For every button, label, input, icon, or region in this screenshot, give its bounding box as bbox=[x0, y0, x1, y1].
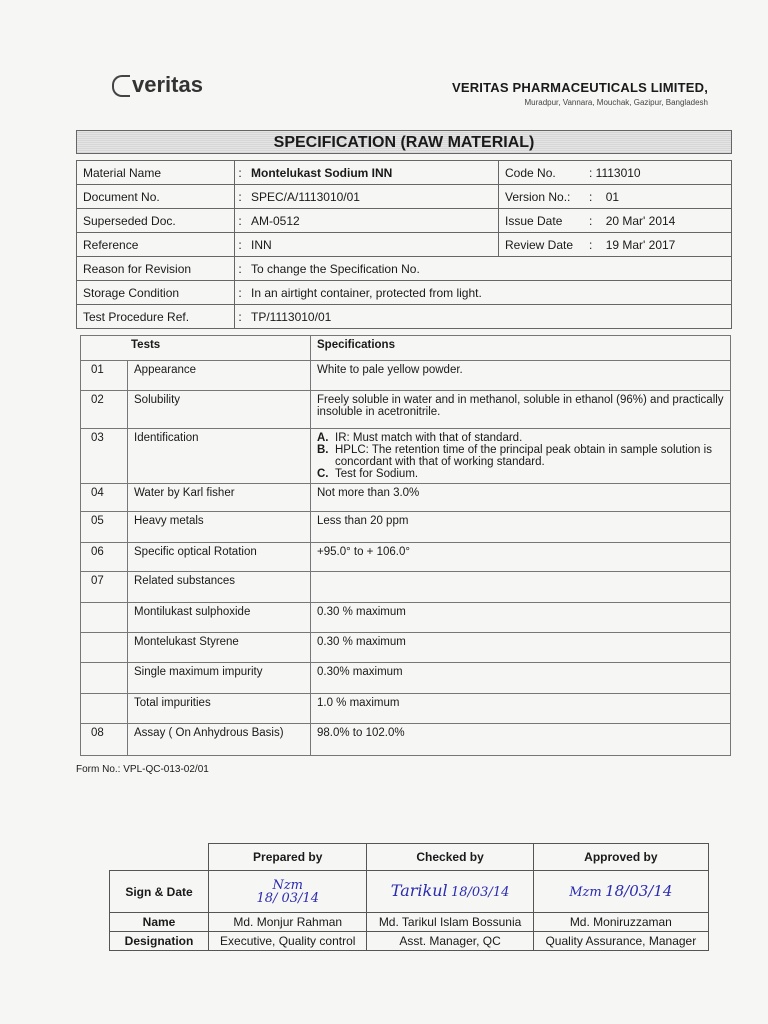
colon: : bbox=[235, 161, 246, 185]
logo-mark-icon bbox=[112, 75, 130, 97]
approved-by-header: Approved by bbox=[533, 844, 708, 871]
review-date-value bbox=[583, 233, 732, 257]
item-text: HPLC: The retention time of the principal peak obtain in sample solution is concordant with that of working standard. bbox=[335, 444, 712, 468]
item-letter: B. bbox=[317, 444, 329, 456]
signature-table bbox=[109, 843, 709, 951]
item-text: Test for Sodium. bbox=[335, 468, 419, 480]
info-row bbox=[77, 209, 732, 233]
version-no-text: 01 bbox=[605, 189, 620, 204]
signature-header-row bbox=[110, 844, 709, 871]
list-item bbox=[317, 432, 724, 444]
colon: : bbox=[235, 233, 246, 257]
table-row bbox=[81, 572, 731, 603]
storage-value: In an airtight container, protected from light. bbox=[245, 281, 732, 305]
test-spec: White to pale yellow powder. bbox=[311, 361, 731, 391]
checked-designation: Asst. Manager, QC bbox=[367, 932, 533, 951]
test-spec: Less than 20 ppm bbox=[311, 512, 731, 543]
superseded-doc-value: AM-0512 bbox=[245, 209, 499, 233]
review-date-text: 19 Mar' 2017 bbox=[605, 237, 676, 252]
name-label: Name bbox=[110, 913, 209, 932]
empty-corner bbox=[110, 844, 209, 871]
test-number: 06 bbox=[81, 543, 128, 572]
reason-label: Reason for Revision bbox=[77, 257, 235, 281]
test-number: 02 bbox=[81, 391, 128, 429]
specifications-header: Specifications bbox=[311, 336, 731, 361]
table-row bbox=[81, 663, 731, 694]
table-row bbox=[81, 391, 731, 429]
prepared-designation: Executive, Quality control bbox=[209, 932, 367, 951]
table-row bbox=[81, 429, 731, 484]
tests-table bbox=[80, 335, 731, 756]
superseded-doc-label: Superseded Doc. bbox=[77, 209, 235, 233]
test-number bbox=[81, 603, 128, 633]
code-no-value: : 1113010 bbox=[583, 161, 732, 185]
test-name: Specific optical Rotation bbox=[128, 543, 311, 572]
designation-row bbox=[110, 932, 709, 951]
test-spec: 98.0% to 102.0% bbox=[311, 724, 731, 756]
signature-scribble: Nzm bbox=[272, 877, 303, 893]
checked-name: Md. Tarikul Islam Bossunia bbox=[367, 913, 533, 932]
table-row bbox=[81, 361, 731, 391]
test-name: Single maximum impurity bbox=[128, 663, 311, 694]
signature-scribble: Mzm bbox=[569, 884, 602, 900]
handwritten-date: 18/03/14 bbox=[450, 885, 510, 900]
test-spec: 0.30% maximum bbox=[311, 663, 731, 694]
designation-label: Designation bbox=[110, 932, 209, 951]
tests-header-row bbox=[81, 336, 731, 361]
test-number: 08 bbox=[81, 724, 128, 756]
table-row bbox=[81, 633, 731, 663]
prepared-name: Md. Monjur Rahman bbox=[209, 913, 367, 932]
signature-scribble: Tarikul bbox=[390, 881, 448, 900]
storage-label: Storage Condition bbox=[77, 281, 235, 305]
colon: : bbox=[235, 281, 246, 305]
version-no-label: Version No.: bbox=[499, 185, 584, 209]
test-number: 07 bbox=[81, 572, 128, 603]
colon: : bbox=[235, 185, 246, 209]
issue-date-label: Issue Date bbox=[499, 209, 584, 233]
info-row bbox=[77, 305, 732, 329]
test-name: Montelukast Styrene bbox=[128, 633, 311, 663]
company-name: VERITAS PHARMACEUTICALS LIMITED, bbox=[451, 80, 708, 95]
list-item bbox=[317, 444, 724, 468]
item-letter: C. bbox=[317, 468, 329, 480]
material-name-label: Material Name bbox=[77, 161, 235, 185]
approved-signature bbox=[533, 871, 708, 913]
test-number: 04 bbox=[81, 484, 128, 512]
issue-date-value bbox=[583, 209, 732, 233]
colon: : bbox=[235, 305, 246, 329]
table-row bbox=[81, 694, 731, 724]
review-date-label: Review Date bbox=[499, 233, 584, 257]
document-title: SPECIFICATION (RAW MATERIAL) bbox=[76, 130, 732, 154]
checked-signature bbox=[367, 871, 533, 913]
material-name-value: Montelukast Sodium INN bbox=[245, 161, 499, 185]
colon: : bbox=[235, 209, 246, 233]
form-number: Form No.: VPL-QC-013-02/01 bbox=[76, 764, 209, 775]
test-procedure-label: Test Procedure Ref. bbox=[77, 305, 235, 329]
test-name: Heavy metals bbox=[128, 512, 311, 543]
code-no-label: Code No. bbox=[499, 161, 584, 185]
test-number: 01 bbox=[81, 361, 128, 391]
table-row bbox=[81, 724, 731, 756]
colon: : bbox=[235, 257, 246, 281]
info-row bbox=[77, 233, 732, 257]
test-name: Montilukast sulphoxide bbox=[128, 603, 311, 633]
handwritten-date: 18/03/14 bbox=[605, 881, 673, 900]
info-row bbox=[77, 257, 732, 281]
colon: : bbox=[589, 189, 593, 204]
handwritten-date: 18/ 03/14 bbox=[256, 890, 319, 906]
table-row bbox=[81, 543, 731, 572]
table-row bbox=[81, 512, 731, 543]
test-spec bbox=[311, 572, 731, 603]
test-name: Identification bbox=[128, 429, 311, 484]
colon: : bbox=[589, 213, 593, 228]
checked-by-header: Checked by bbox=[367, 844, 533, 871]
reference-label: Reference bbox=[77, 233, 235, 257]
test-spec: 0.30 % maximum bbox=[311, 633, 731, 663]
test-number: 05 bbox=[81, 512, 128, 543]
info-row bbox=[77, 281, 732, 305]
info-table bbox=[76, 160, 732, 329]
test-spec: 1.0 % maximum bbox=[311, 694, 731, 724]
test-spec: Freely soluble in water and in methanol, soluble in ethanol (96%) and practically insoluble in acetronitrile. bbox=[311, 391, 731, 429]
test-number bbox=[81, 694, 128, 724]
info-row bbox=[77, 185, 732, 209]
logo-text: veritas bbox=[132, 72, 203, 97]
issue-date-text: 20 Mar' 2014 bbox=[605, 213, 676, 228]
test-number bbox=[81, 663, 128, 694]
reference-value: INN bbox=[245, 233, 499, 257]
name-row bbox=[110, 913, 709, 932]
test-name: Solubility bbox=[128, 391, 311, 429]
table-row bbox=[81, 484, 731, 512]
table-row bbox=[81, 603, 731, 633]
identification-spec bbox=[311, 429, 731, 484]
approved-name: Md. Moniruzzaman bbox=[533, 913, 708, 932]
company-logo bbox=[112, 72, 203, 98]
test-name: Appearance bbox=[128, 361, 311, 391]
test-name: Water by Karl fisher bbox=[128, 484, 311, 512]
test-name: Total impurities bbox=[128, 694, 311, 724]
test-spec: +95.0° to + 106.0° bbox=[311, 543, 731, 572]
test-spec: 0.30 % maximum bbox=[311, 603, 731, 633]
test-number: 03 bbox=[81, 429, 128, 484]
document-no-label: Document No. bbox=[77, 185, 235, 209]
item-text: IR: Must match with that of standard. bbox=[335, 432, 523, 444]
list-item bbox=[317, 468, 724, 480]
info-row bbox=[77, 161, 732, 185]
company-address: Muradpur, Vannara, Mouchak, Gazipur, Bangladesh bbox=[524, 98, 708, 107]
reason-value: To change the Specification No. bbox=[245, 257, 732, 281]
test-number bbox=[81, 633, 128, 663]
test-spec: Not more than 3.0% bbox=[311, 484, 731, 512]
test-procedure-value: TP/1113010/01 bbox=[245, 305, 732, 329]
prepared-signature bbox=[209, 871, 367, 913]
colon: : bbox=[589, 237, 593, 252]
item-letter: A. bbox=[317, 432, 329, 444]
version-no-value bbox=[583, 185, 732, 209]
test-name: Related substances bbox=[128, 572, 311, 603]
tests-header: Tests bbox=[81, 336, 311, 361]
test-name: Assay ( On Anhydrous Basis) bbox=[128, 724, 311, 756]
sign-date-row bbox=[110, 871, 709, 913]
approved-designation: Quality Assurance, Manager bbox=[533, 932, 708, 951]
document-no-value: SPEC/A/1113010/01 bbox=[245, 185, 499, 209]
prepared-by-header: Prepared by bbox=[209, 844, 367, 871]
sign-date-label: Sign & Date bbox=[110, 871, 209, 913]
